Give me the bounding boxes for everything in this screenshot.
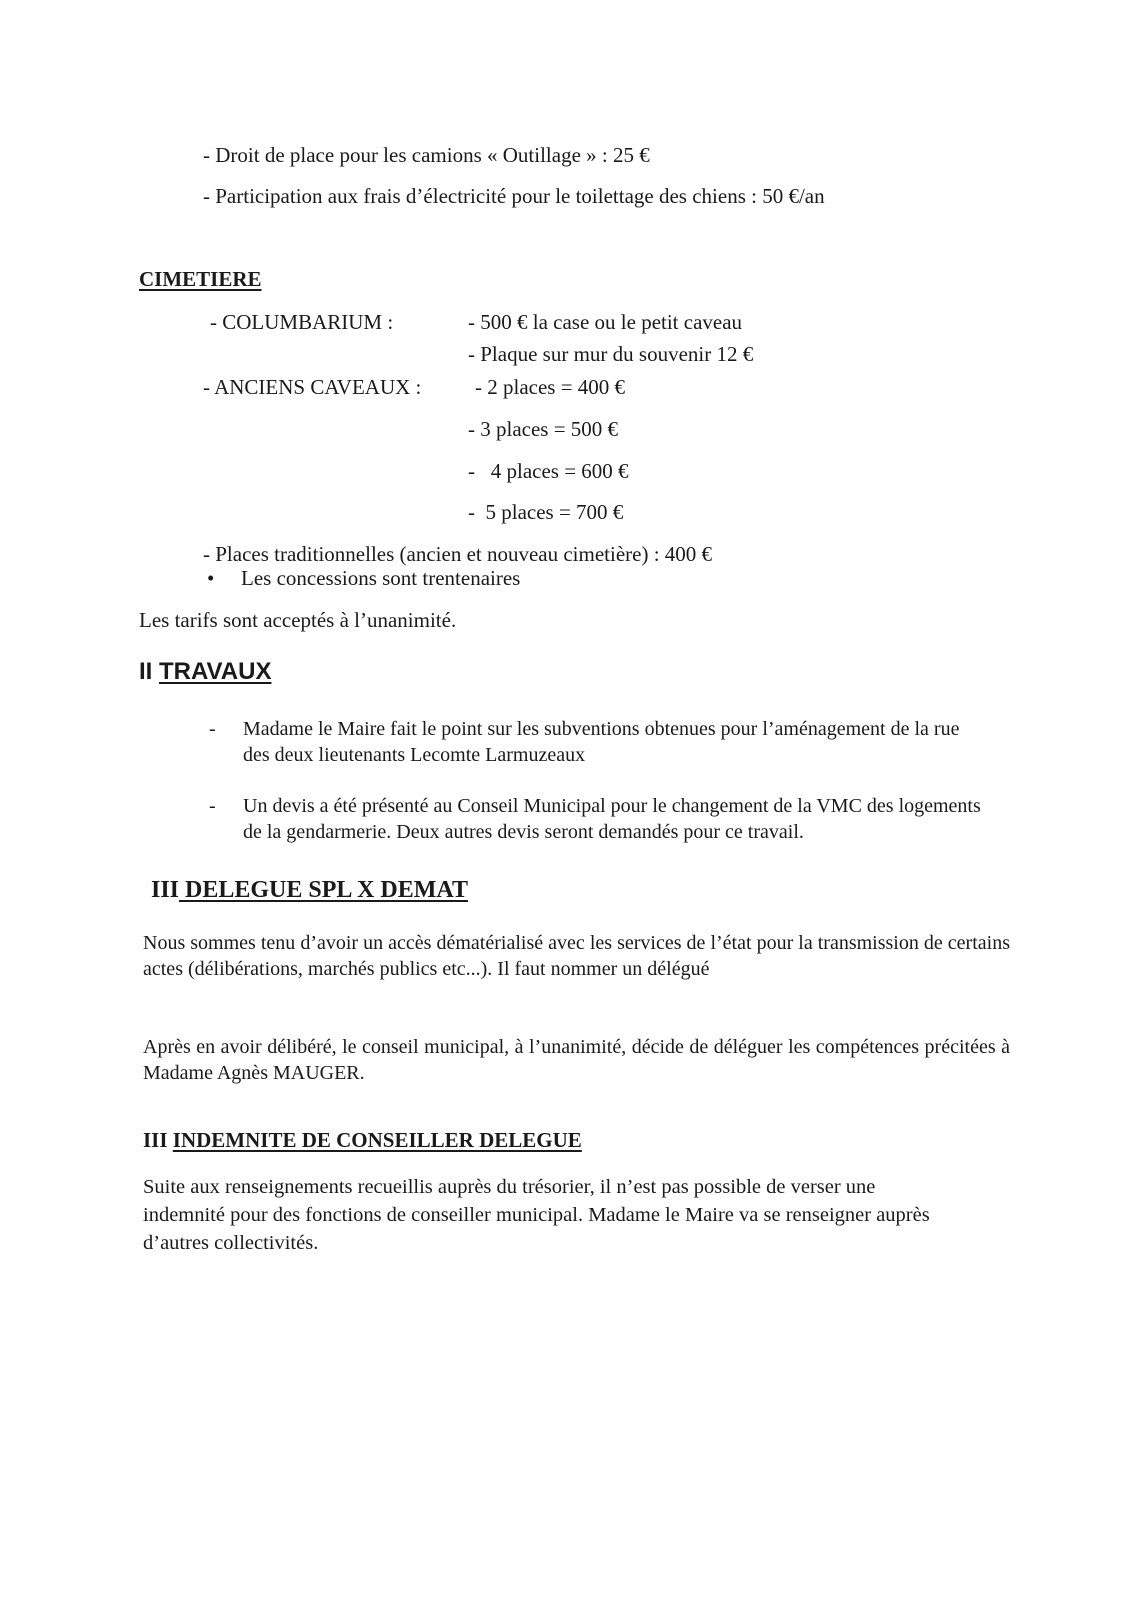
travaux-heading-number: II bbox=[139, 658, 160, 685]
columbarium-item: - Plaque sur mur du souvenir 12 € bbox=[468, 342, 754, 366]
places-traditionnelles: - Places traditionnelles (ancien et nouveau cimetière) : 400 € bbox=[203, 542, 713, 566]
list-dash: - bbox=[209, 718, 216, 740]
bullet-icon: • bbox=[207, 566, 215, 590]
fee-outillage: - Droit de place pour les camions « Outillage » : 25 € bbox=[203, 143, 650, 167]
travaux-item: Un devis a été présenté au Conseil Municipal pour le changement de la VMC des logements de la gendarmerie. Deux autres devis seront demandés pour ce travail. bbox=[243, 795, 981, 843]
caveau-price: - 2 places = 400 € bbox=[475, 375, 626, 399]
travaux-item: Madame le Maire fait le point sur les subventions obtenues pour l’aménagement de la rue des deux lieutenants Lecomte Larmuzeaux bbox=[243, 718, 960, 766]
indemnite-heading-number: III bbox=[143, 1128, 173, 1152]
caveau-price: - 3 places = 500 € bbox=[468, 417, 619, 441]
tarifs-conclusion: Les tarifs sont acceptés à l’unanimité. bbox=[139, 608, 457, 632]
fee-electricite: - Participation aux frais d’électricité pour le toilettage des chiens : 50 €/an bbox=[203, 184, 825, 208]
columbarium-item: - 500 € la case ou le petit caveau bbox=[468, 310, 743, 334]
travaux-heading-title: TRAVAUX bbox=[159, 658, 272, 685]
cimetiere-heading: CIMETIERE bbox=[139, 267, 262, 291]
indemnite-paragraph: Suite aux renseignements recueillis auprès du trésorier, il n’est pas possible de verser une indemnité pour des fonctions de conseiller municipal. Madame le Maire va se renseigner auprès d’autres collectivités. bbox=[143, 1176, 930, 1254]
columbarium-label: - COLUMBARIUM : bbox=[210, 310, 394, 334]
delegue-decision: Après en avoir délibéré, le conseil municipal, à l’unanimité, décide de déléguer les compétences précitées à Madame Agnès MAUGER. bbox=[143, 1036, 1010, 1084]
delegue-heading-number: III bbox=[151, 877, 180, 903]
concessions-note: Les concessions sont trentenaires bbox=[241, 566, 521, 590]
list-dash: - bbox=[209, 795, 216, 817]
anciens-caveaux-label: - ANCIENS CAVEAUX : bbox=[203, 375, 422, 399]
travaux-heading bbox=[139, 658, 271, 686]
delegue-paragraph: Nous sommes tenu d’avoir un accès dématérialisé avec les services de l’état pour la transmission de certains actes (délibérations, marchés publics etc...). Il faut nommer un délégué bbox=[143, 932, 1010, 980]
caveau-price: - 5 places = 700 € bbox=[468, 500, 624, 524]
delegue-heading-title: DELEGUE SPL X DEMAT bbox=[179, 877, 468, 903]
delegue-heading bbox=[151, 877, 468, 904]
indemnite-heading-title: INDEMNITE DE CONSEILLER DELEGUE bbox=[172, 1128, 582, 1152]
caveau-price: - 4 places = 600 € bbox=[468, 459, 629, 483]
indemnite-heading bbox=[143, 1128, 582, 1153]
